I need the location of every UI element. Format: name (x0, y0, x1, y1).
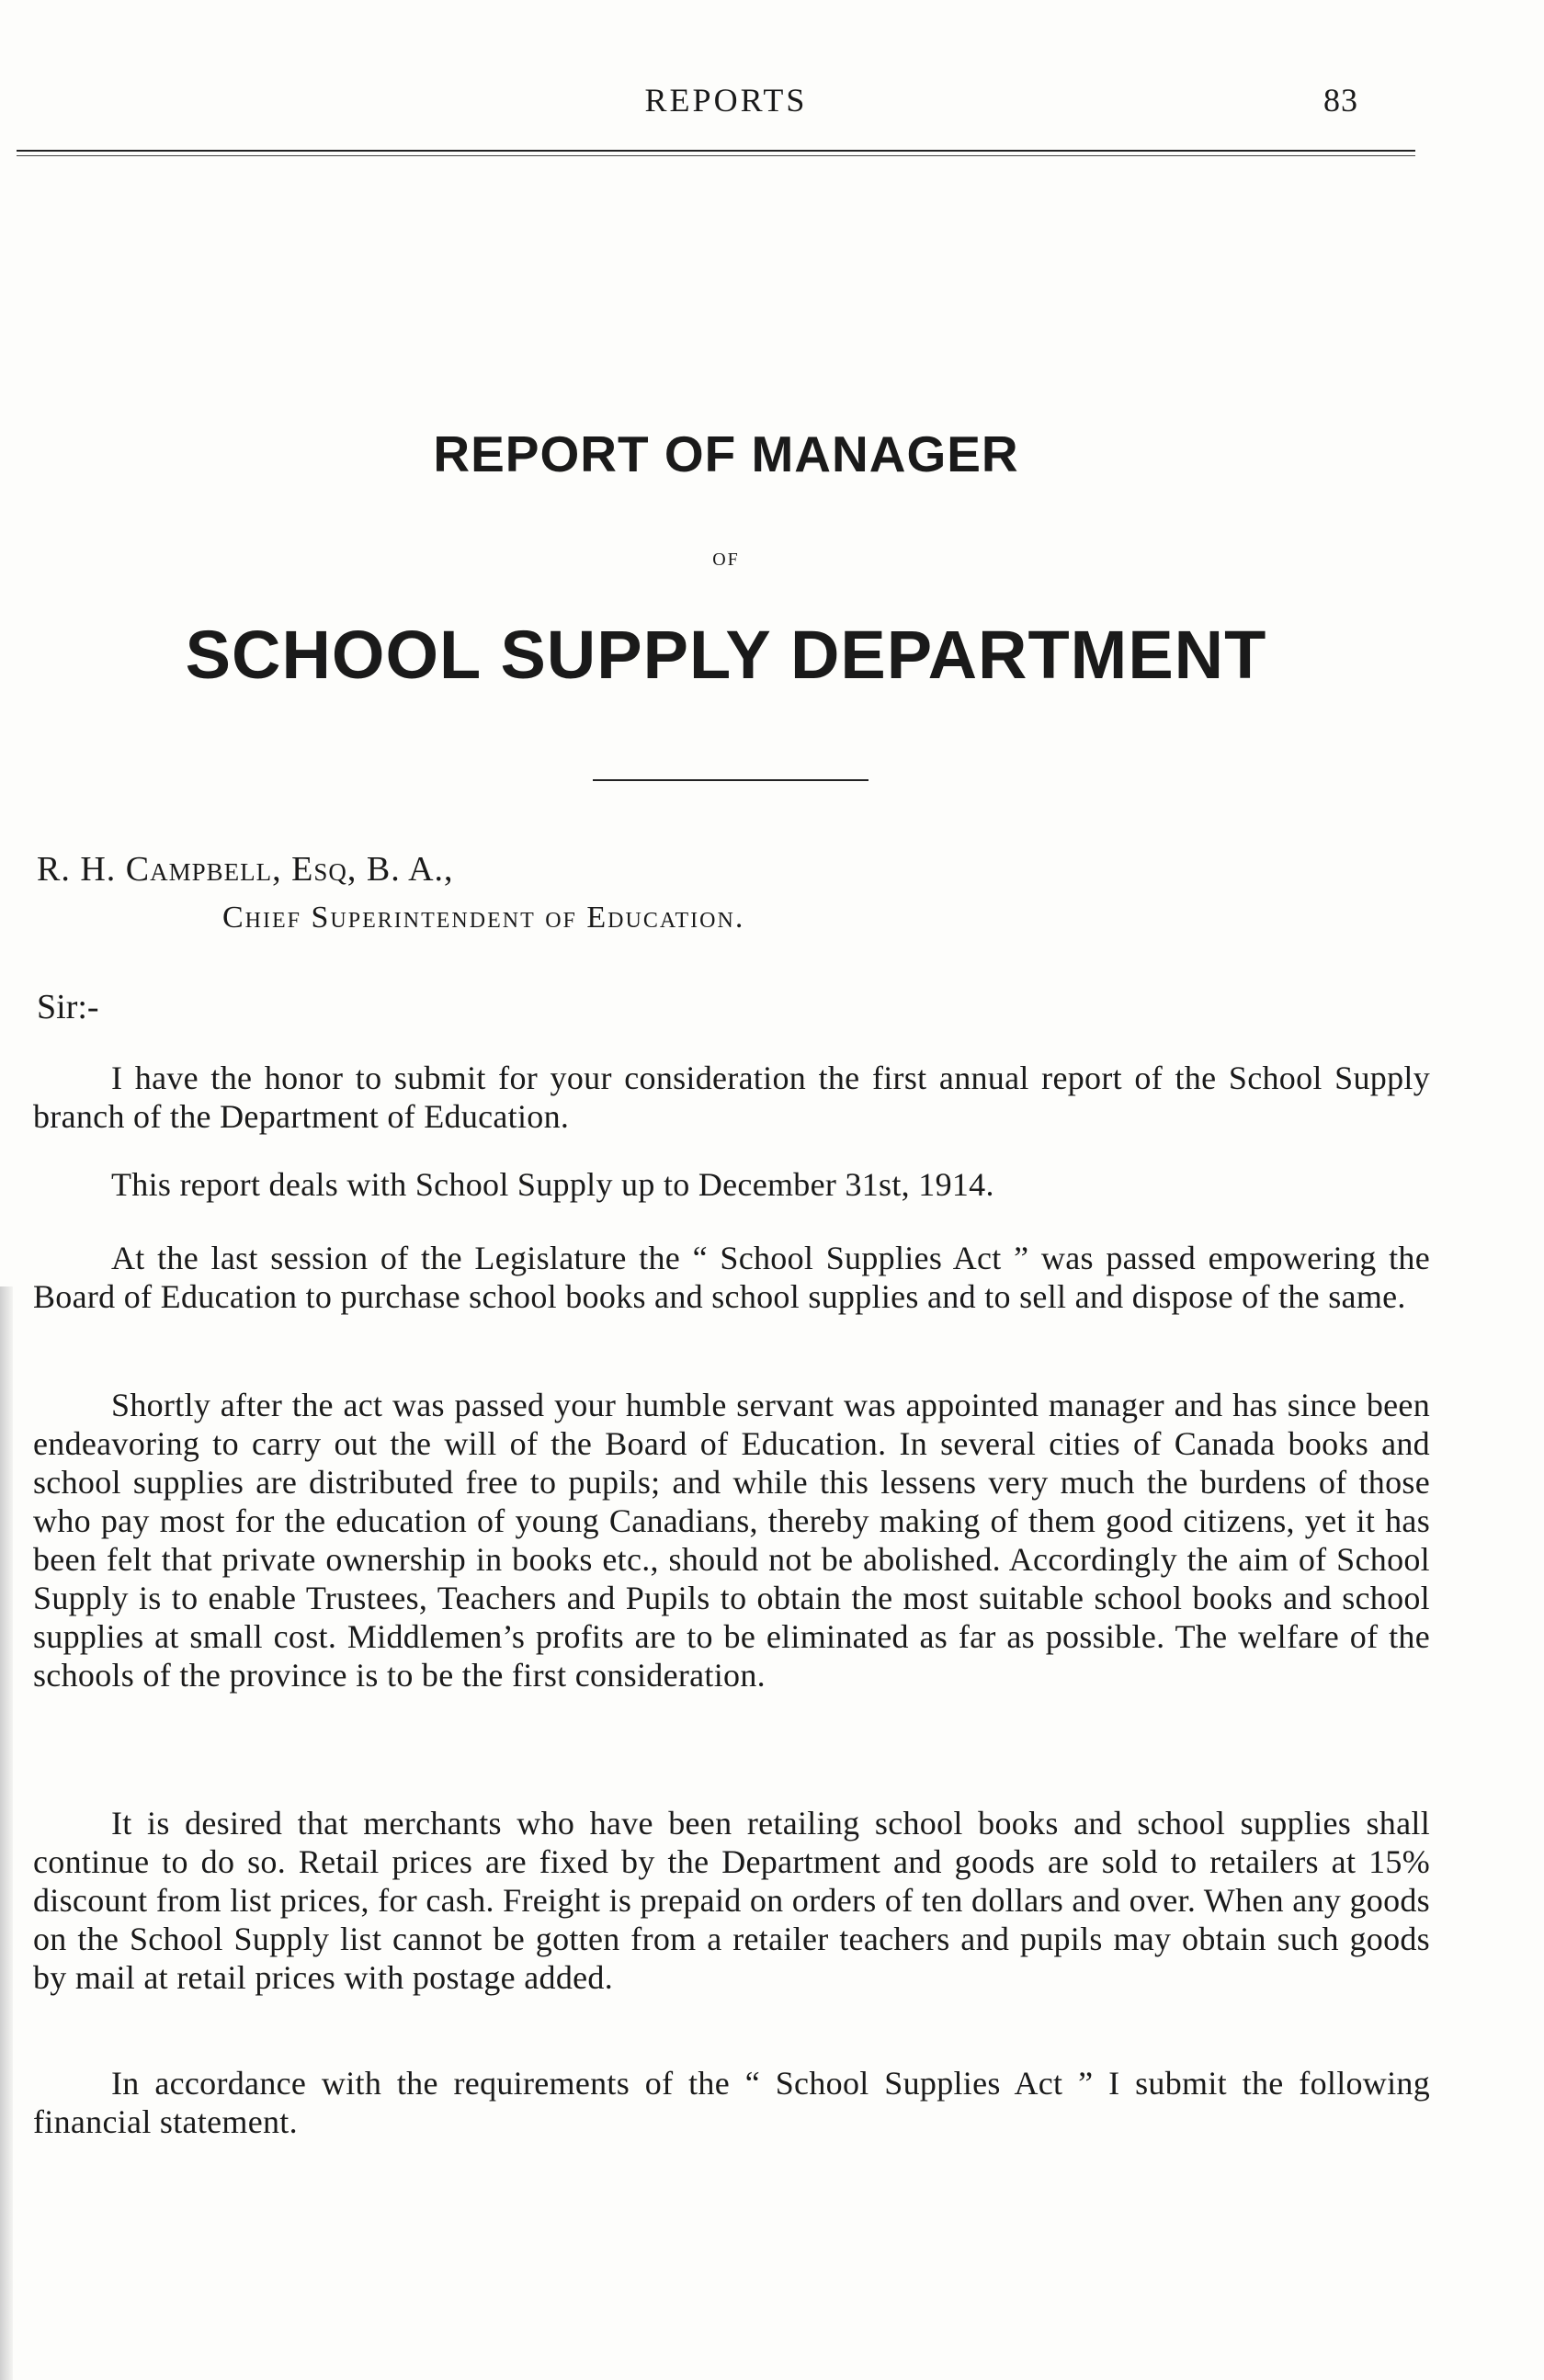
report-title-connector: OF (712, 550, 740, 570)
report-title: REPORT OF MANAGER (433, 425, 1019, 482)
title-divider (593, 779, 868, 781)
addressee-title: Chief Superintendent of Education. (222, 901, 745, 935)
salutation: Sir:- (37, 988, 99, 1026)
page-number: 83 (1323, 82, 1358, 119)
addressee-name: R. H. Campbell, Esq, B. A., (37, 850, 454, 889)
header-rule (17, 150, 1415, 152)
body-paragraph: In accordance with the requirements of the “ School Supplies Act ” I submit the following financial statement. (33, 2065, 1430, 2140)
body-paragraph: I have the honor to submit for your consideration the first annual report of the School Supply branch of the Department of Education. (33, 1060, 1430, 1135)
header-rule-secondary (17, 155, 1415, 156)
running-header (0, 81, 1544, 127)
body-paragraph: Shortly after the act was passed your humble servant was appointed manager and has since been endeavoring to carry out the will of the Board of Education. In several cities of Canada books and school supplies are distributed free to pupils; and while this lessens very much the burdens of those who pay most for the education of young Canadians, thereby making of them good citizens, yet it has been felt that private ownership in books etc., should not be abolished. Accordingly the aim of School Supply is to enable Trustees, Teachers and Pupils to obtain the most suitable school books and school supplies at small cost. Middlemen’s profits are to be eliminated as far as possible. The welfare of the schools of the province is to be the first consideration. (33, 1387, 1430, 1694)
department-title: SCHOOL SUPPLY DEPARTMENT (185, 617, 1267, 693)
page-edge-shadow (0, 1286, 13, 2380)
running-title: REPORTS (644, 82, 808, 119)
body-paragraph: At the last session of the Legislature the “ School Supplies Act ” was passed empowering the Board of Education to purchase school books and school supplies and to sell and dispose of the same. (33, 1240, 1430, 1315)
body-paragraph: It is desired that merchants who have been retailing school books and school supplies shall continue to do so. Retail prices are fixed by the Department and goods are sold to retailers at 15% discount from list prices, for cash. Freight is prepaid on orders of ten dollars and over. When any goods on the School Supply list cannot be gotten from a retailer teachers and pupils may obtain such goods by mail at retail prices with postage added. (33, 1805, 1430, 1996)
body-paragraph: This report deals with School Supply up to December 31st, 1914. (111, 1166, 994, 1203)
